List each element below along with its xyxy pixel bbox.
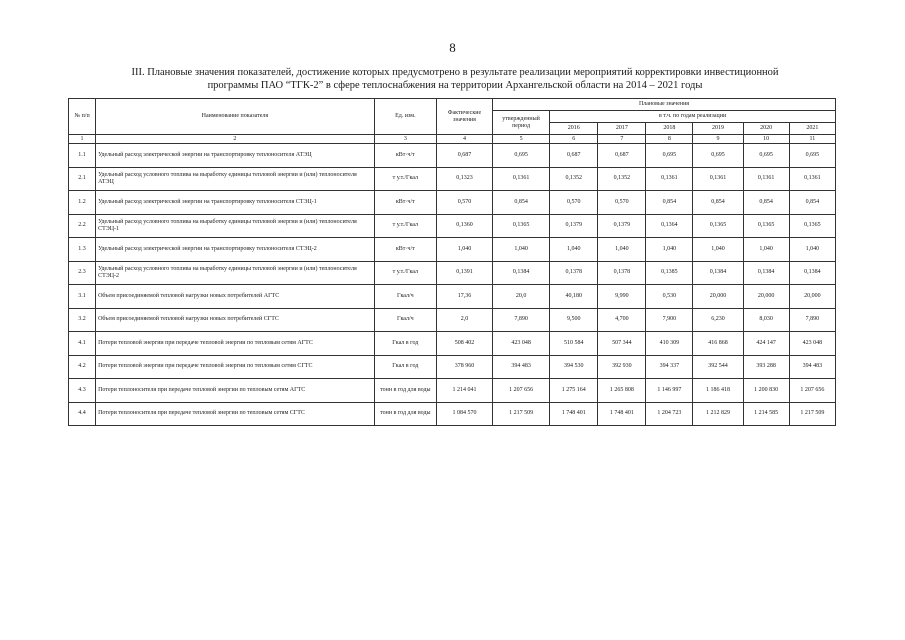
document-title — [80, 66, 830, 92]
actual-value-cell: 0,687 — [436, 144, 492, 168]
unit-cell: Гкал в год — [374, 332, 436, 356]
row-number-cell: 1.1 — [69, 144, 96, 168]
table-row — [69, 379, 836, 403]
unit-cell: кВт·ч/т — [374, 144, 436, 168]
header-unit: Ед. изм. — [374, 99, 436, 135]
approved-value-cell: 0,1361 — [493, 167, 550, 191]
year-value-cell: 1 207 656 — [789, 379, 835, 403]
title-line-2: программы ПАО “ТГК-2” в сфере теплоснабжения на территории Архангельской области на 2014 – 2021 годы — [207, 80, 703, 91]
year-value-cell: 1,040 — [789, 238, 835, 262]
year-value-cell: 9,500 — [550, 308, 598, 332]
table-row — [69, 402, 836, 426]
indicator-name-cell: Объем присоединяемой тепловой нагрузки новых потребителей АГТС — [96, 285, 375, 309]
header-planned: Плановые значения — [493, 99, 836, 111]
indicator-name-cell: Удельный расход электрической энергии на транспортировку теплоносителя АТЭЦ — [96, 144, 375, 168]
year-value-cell: 7,900 — [646, 308, 693, 332]
year-value-cell: 0,1385 — [646, 261, 693, 285]
year-value-cell: 0,695 — [789, 144, 835, 168]
actual-value-cell: 378 960 — [436, 355, 492, 379]
approved-value-cell: 0,1365 — [493, 214, 550, 238]
year-value-cell: 0,1365 — [693, 214, 743, 238]
indicator-name-cell: Удельный расход электрической энергии на транспортировку теплоносителя СТЭЦ-1 — [96, 191, 375, 215]
column-number-cell: 4 — [436, 135, 492, 144]
year-value-cell: 8,030 — [743, 308, 789, 332]
year-value-cell: 1 212 829 — [693, 402, 743, 426]
year-value-cell: 6,230 — [693, 308, 743, 332]
year-value-cell: 0,1364 — [646, 214, 693, 238]
year-value-cell: 1 748 401 — [550, 402, 598, 426]
row-number-cell: 1.3 — [69, 238, 96, 262]
year-value-cell: 0,687 — [550, 144, 598, 168]
column-number-cell: 11 — [789, 135, 835, 144]
year-value-cell: 0,695 — [693, 144, 743, 168]
row-number-cell: 2.2 — [69, 214, 96, 238]
year-value-cell: 424 147 — [743, 332, 789, 356]
actual-value-cell: 0,1391 — [436, 261, 492, 285]
header-year-cell: 2020 — [743, 123, 789, 135]
year-value-cell: 394 337 — [646, 355, 693, 379]
year-value-cell: 20,000 — [789, 285, 835, 309]
indicator-name-cell: Объем присоединяемой тепловой нагрузки новых потребителей СГТС — [96, 308, 375, 332]
year-value-cell: 0,695 — [646, 144, 693, 168]
year-value-cell: 0,1365 — [789, 214, 835, 238]
table-row — [69, 167, 836, 191]
row-number-cell: 3.2 — [69, 308, 96, 332]
year-value-cell: 392 930 — [598, 355, 646, 379]
year-value-cell: 1,040 — [693, 238, 743, 262]
table-row — [69, 332, 836, 356]
approved-value-cell: 1 217 509 — [493, 402, 550, 426]
header-row-1 — [69, 99, 836, 111]
title-line-1: III. Плановые значения показателей, достижение которых предусмотрено в результате реализации мероприятий корректировки инвестиционной — [131, 67, 779, 78]
actual-value-cell: 1 214 041 — [436, 379, 492, 403]
column-number-cell: 6 — [550, 135, 598, 144]
table-row — [69, 238, 836, 262]
row-number-cell: 4.2 — [69, 355, 96, 379]
table-row — [69, 285, 836, 309]
header-year-cell: 2018 — [646, 123, 693, 135]
header-approved: утвержденный период — [493, 111, 550, 135]
approved-value-cell: 394 483 — [493, 355, 550, 379]
column-number-cell: 3 — [374, 135, 436, 144]
year-value-cell: 1 748 401 — [598, 402, 646, 426]
year-value-cell: 510 584 — [550, 332, 598, 356]
year-value-cell: 394 483 — [789, 355, 835, 379]
year-value-cell: 0,1361 — [693, 167, 743, 191]
column-number-cell: 7 — [598, 135, 646, 144]
table-row — [69, 144, 836, 168]
unit-cell: Гкал в год — [374, 355, 436, 379]
year-value-cell: 392 544 — [693, 355, 743, 379]
year-value-cell: 416 868 — [693, 332, 743, 356]
row-number-cell: 1.2 — [69, 191, 96, 215]
year-value-cell: 0,1384 — [743, 261, 789, 285]
indicators-table — [68, 98, 836, 426]
row-number-cell: 4.3 — [69, 379, 96, 403]
indicator-name-cell: Удельный расход электрической энергии на транспортировку теплоносителя СТЭЦ-2 — [96, 238, 375, 262]
actual-value-cell: 1 084 570 — [436, 402, 492, 426]
year-value-cell: 1,040 — [598, 238, 646, 262]
actual-value-cell: 17,36 — [436, 285, 492, 309]
year-value-cell: 0,854 — [693, 191, 743, 215]
actual-value-cell: 508 402 — [436, 332, 492, 356]
year-value-cell: 0,1379 — [598, 214, 646, 238]
year-value-cell: 393 288 — [743, 355, 789, 379]
year-value-cell: 4,700 — [598, 308, 646, 332]
unit-cell: т у.т./Гкал — [374, 261, 436, 285]
row-number-cell: 4.1 — [69, 332, 96, 356]
header-actual: Фактические значения — [436, 99, 492, 135]
approved-value-cell: 1 207 656 — [493, 379, 550, 403]
row-number-cell: 2.1 — [69, 167, 96, 191]
approved-value-cell: 7,890 — [493, 308, 550, 332]
year-value-cell: 0,1378 — [550, 261, 598, 285]
table-row — [69, 261, 836, 285]
year-value-cell: 20,000 — [693, 285, 743, 309]
header-num: № п/п — [69, 99, 96, 135]
year-value-cell: 9,990 — [598, 285, 646, 309]
unit-cell: т у.т./Гкал — [374, 214, 436, 238]
year-value-cell: 0,1365 — [743, 214, 789, 238]
year-value-cell: 1,040 — [646, 238, 693, 262]
year-value-cell: 1 214 585 — [743, 402, 789, 426]
year-value-cell: 507 344 — [598, 332, 646, 356]
header-year-cell: 2019 — [693, 123, 743, 135]
row-number-cell: 3.1 — [69, 285, 96, 309]
year-value-cell: 0,695 — [743, 144, 789, 168]
header-year-cell: 2016 — [550, 123, 598, 135]
year-value-cell: 1 186 418 — [693, 379, 743, 403]
year-value-cell: 0,854 — [743, 191, 789, 215]
approved-value-cell: 0,1384 — [493, 261, 550, 285]
year-value-cell: 1 265 808 — [598, 379, 646, 403]
column-number-cell: 5 — [493, 135, 550, 144]
year-value-cell: 0,1384 — [693, 261, 743, 285]
actual-value-cell: 0,1323 — [436, 167, 492, 191]
unit-cell: тонн в год для воды — [374, 402, 436, 426]
year-value-cell: 1,040 — [550, 238, 598, 262]
unit-cell: тонн в год для воды — [374, 379, 436, 403]
unit-cell: т у.т./Гкал — [374, 167, 436, 191]
year-value-cell: 0,1361 — [646, 167, 693, 191]
actual-value-cell: 0,1360 — [436, 214, 492, 238]
year-value-cell: 0,530 — [646, 285, 693, 309]
header-name: Наименование показателя — [96, 99, 375, 135]
year-value-cell: 0,1384 — [789, 261, 835, 285]
year-value-cell: 0,1352 — [550, 167, 598, 191]
actual-value-cell: 2,0 — [436, 308, 492, 332]
unit-cell: кВт·ч/т — [374, 191, 436, 215]
row-number-cell: 2.3 — [69, 261, 96, 285]
table-body — [69, 144, 836, 426]
year-value-cell: 1 217 509 — [789, 402, 835, 426]
unit-cell: Гкал/ч — [374, 308, 436, 332]
unit-cell: Гкал/ч — [374, 285, 436, 309]
header-year-cell: 2021 — [789, 123, 835, 135]
page-number: 8 — [449, 40, 456, 55]
approved-value-cell: 0,854 — [493, 191, 550, 215]
approved-value-cell: 423 048 — [493, 332, 550, 356]
column-number-cell: 1 — [69, 135, 96, 144]
year-value-cell: 0,1361 — [743, 167, 789, 191]
indicator-name-cell: Удельный расход условного топлива на выработку единицы тепловой энергии и (или) теплоносителя СТЭЦ-1 — [96, 214, 375, 238]
table-row — [69, 214, 836, 238]
approved-value-cell: 0,695 — [493, 144, 550, 168]
year-value-cell: 1 200 830 — [743, 379, 789, 403]
actual-value-cell: 0,570 — [436, 191, 492, 215]
unit-cell: кВт·ч/т — [374, 238, 436, 262]
header-by-year: в т.ч. по годам реализации — [550, 111, 836, 123]
year-value-cell: 0,1352 — [598, 167, 646, 191]
column-number-cell: 8 — [646, 135, 693, 144]
year-value-cell: 0,1361 — [789, 167, 835, 191]
year-value-cell: 1,040 — [743, 238, 789, 262]
year-value-cell: 0,854 — [646, 191, 693, 215]
actual-value-cell: 1,040 — [436, 238, 492, 262]
year-value-cell: 1 275 164 — [550, 379, 598, 403]
year-value-cell: 0,570 — [550, 191, 598, 215]
column-number-cell: 10 — [743, 135, 789, 144]
table-row — [69, 308, 836, 332]
indicator-name-cell: Удельный расход условного топлива на выработку единицы тепловой энергии и (или) теплоносителя АТЭЦ — [96, 167, 375, 191]
year-value-cell: 394 530 — [550, 355, 598, 379]
column-number-cell: 9 — [693, 135, 743, 144]
year-value-cell: 1 204 723 — [646, 402, 693, 426]
approved-value-cell: 20,0 — [493, 285, 550, 309]
indicator-name-cell: Потери теплоносителя при передаче тепловой энергии по тепловым сетям АГТС — [96, 379, 375, 403]
year-value-cell: 0,1378 — [598, 261, 646, 285]
row-number-cell: 4.4 — [69, 402, 96, 426]
year-value-cell: 0,570 — [598, 191, 646, 215]
indicator-name-cell: Потери теплоносителя при передаче тепловой энергии по тепловым сетям СГТС — [96, 402, 375, 426]
column-numbers-row — [69, 135, 836, 144]
indicator-name-cell: Потери тепловой энергии при передаче тепловой энергии по тепловым сетям АГТС — [96, 332, 375, 356]
table-row — [69, 355, 836, 379]
year-value-cell: 423 048 — [789, 332, 835, 356]
table-row — [69, 191, 836, 215]
year-value-cell: 1 146 997 — [646, 379, 693, 403]
year-value-cell: 7,890 — [789, 308, 835, 332]
column-number-cell: 2 — [96, 135, 375, 144]
year-value-cell: 0,687 — [598, 144, 646, 168]
year-value-cell: 0,854 — [789, 191, 835, 215]
approved-value-cell: 1,040 — [493, 238, 550, 262]
year-value-cell: 0,1379 — [550, 214, 598, 238]
indicator-name-cell: Потери тепловой энергии при передаче тепловой энергии по тепловым сетям СГТС — [96, 355, 375, 379]
year-value-cell: 20,000 — [743, 285, 789, 309]
year-value-cell: 40,180 — [550, 285, 598, 309]
year-value-cell: 410 309 — [646, 332, 693, 356]
indicator-name-cell: Удельный расход условного топлива на выработку единицы тепловой энергии и (или) теплоносителя СТЭЦ-2 — [96, 261, 375, 285]
header-year-cell: 2017 — [598, 123, 646, 135]
